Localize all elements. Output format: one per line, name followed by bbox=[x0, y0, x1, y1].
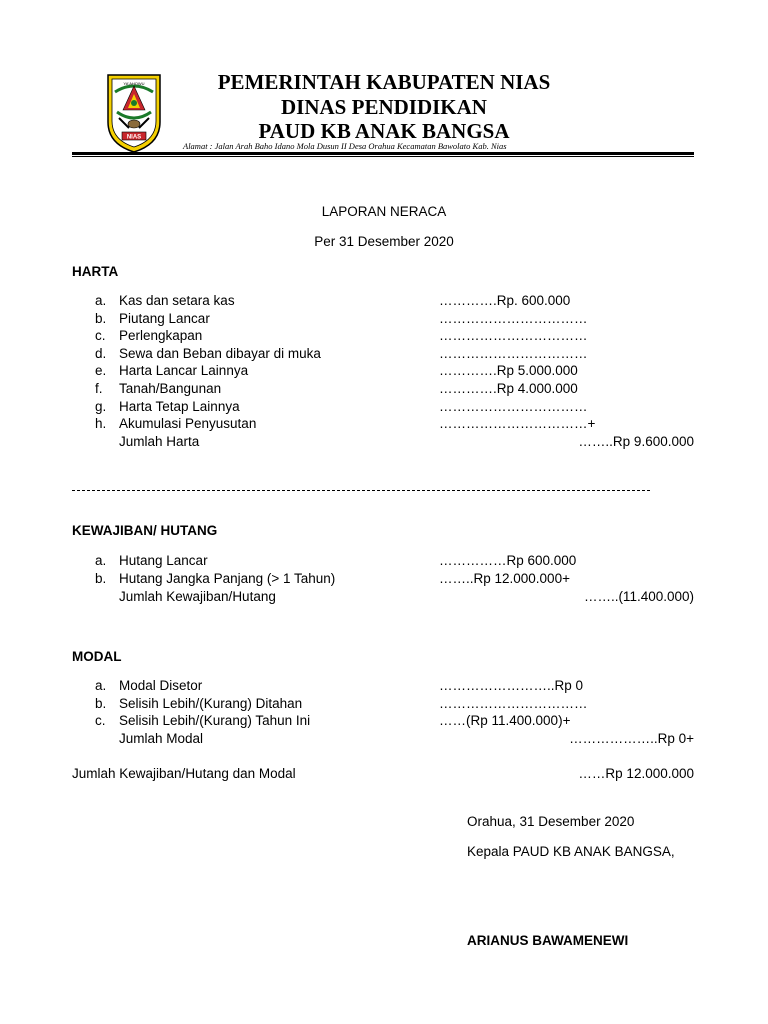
item-label: Harta Lancar Lainnya bbox=[119, 363, 249, 378]
total-value: ……..Rp 9.600.000 bbox=[578, 434, 694, 449]
item-marker: h. bbox=[95, 416, 107, 431]
item-value: ………….Rp 4.000.000 bbox=[439, 381, 578, 396]
item-label: Harta Tetap Lainnya bbox=[119, 399, 240, 414]
item-label: Hutang Jangka Panjang (> 1 Tahun) bbox=[119, 571, 336, 586]
item-label: Hutang Lancar bbox=[119, 553, 208, 568]
total-label: Jumlah Harta bbox=[119, 434, 200, 449]
item-label: Akumulasi Penyusutan bbox=[119, 416, 257, 431]
item-marker: b. bbox=[95, 311, 107, 326]
total-row bbox=[0, 434, 768, 452]
header-address: Alamat : Jalan Arah Baho Idano Mola Dusun II Desa Orahua Kecamatan Bawolato Kab. Nias bbox=[183, 141, 507, 151]
item-marker: c. bbox=[95, 328, 106, 343]
item-label: Selisih Lebih/(Kurang) Ditahan bbox=[119, 696, 303, 711]
grand-total-label: Jumlah Kewajiban/Hutang dan Modal bbox=[72, 766, 296, 781]
item-marker: a. bbox=[95, 553, 107, 568]
item-label: Kas dan setara kas bbox=[119, 293, 235, 308]
signature-place-date: Orahua, 31 Desember 2020 bbox=[467, 814, 635, 829]
section-heading-kewajiban: KEWAJIBAN/ HUTANG bbox=[72, 523, 218, 538]
header-line-2: DINAS PENDIDIKAN bbox=[281, 95, 487, 119]
list-item bbox=[0, 293, 768, 311]
list-item bbox=[0, 678, 768, 696]
header-rule-thick bbox=[72, 152, 694, 155]
report-date: Per 31 Desember 2020 bbox=[314, 234, 454, 249]
item-value: ……………………..Rp 0 bbox=[439, 678, 584, 693]
item-value: …………………………… bbox=[439, 311, 588, 326]
item-marker: b. bbox=[95, 571, 107, 586]
item-marker: a. bbox=[95, 678, 107, 693]
header-rule-thin bbox=[72, 156, 694, 157]
list-item bbox=[0, 399, 768, 417]
total-value: ……..(11.400.000) bbox=[583, 589, 694, 604]
section-divider bbox=[72, 490, 650, 491]
item-value: …………………………… bbox=[439, 696, 588, 711]
item-label: Tanah/Bangunan bbox=[119, 381, 222, 396]
list-item bbox=[0, 713, 768, 731]
list-item bbox=[0, 571, 768, 589]
grand-total-row bbox=[0, 766, 768, 784]
logo-text-bottom: NIAS bbox=[126, 134, 142, 141]
item-value: ……………………………+ bbox=[439, 416, 596, 431]
signature-role: Kepala PAUD KB ANAK BANGSA, bbox=[467, 844, 675, 859]
item-value: ………….Rp. 600.000 bbox=[439, 293, 571, 308]
total-value: ………………..Rp 0+ bbox=[569, 731, 694, 746]
item-marker: f. bbox=[95, 381, 103, 396]
item-marker: e. bbox=[95, 363, 107, 378]
total-label: Jumlah Kewajiban/Hutang bbox=[119, 589, 276, 604]
total-row bbox=[0, 731, 768, 749]
list-item bbox=[0, 346, 768, 364]
item-label: Selisih Lebih/(Kurang) Tahun Ini bbox=[119, 713, 311, 728]
report-title: LAPORAN NERACA bbox=[321, 204, 447, 219]
item-label: Sewa dan Beban dibayar di muka bbox=[119, 346, 321, 361]
signature-name: ARIANUS BAWAMENEWI bbox=[467, 933, 629, 948]
item-value: …………………………… bbox=[439, 399, 588, 414]
header-line-1: PEMERINTAH KABUPATEN NIAS bbox=[217, 70, 551, 94]
grand-total-value: ……Rp 12.000.000 bbox=[578, 766, 694, 781]
item-marker: a. bbox=[95, 293, 107, 308]
list-item bbox=[0, 328, 768, 346]
item-marker: c. bbox=[95, 713, 106, 728]
item-label: Modal Disetor bbox=[119, 678, 203, 693]
list-item bbox=[0, 311, 768, 329]
list-item bbox=[0, 553, 768, 571]
item-marker: g. bbox=[95, 399, 107, 414]
item-label: Piutang Lancar bbox=[119, 311, 210, 326]
item-value: …………………………… bbox=[439, 346, 588, 361]
item-label: Perlengkapan bbox=[119, 328, 203, 343]
section-heading-modal: MODAL bbox=[72, 649, 122, 664]
item-marker: d. bbox=[95, 346, 107, 361]
regency-emblem-logo bbox=[105, 72, 163, 154]
total-row bbox=[0, 589, 768, 607]
logo-text-top: YA'AHOWU bbox=[123, 81, 145, 86]
item-value: ……………Rp 600.000 bbox=[439, 553, 577, 568]
total-label: Jumlah Modal bbox=[119, 731, 204, 746]
section-heading-harta: HARTA bbox=[72, 264, 119, 279]
item-value: ……(Rp 11.400.000)+ bbox=[439, 713, 571, 728]
list-item bbox=[0, 696, 768, 714]
list-item bbox=[0, 381, 768, 399]
item-value: ……..Rp 12.000.000+ bbox=[439, 571, 570, 586]
item-value: ………….Rp 5.000.000 bbox=[439, 363, 578, 378]
list-item bbox=[0, 416, 768, 434]
list-item bbox=[0, 363, 768, 381]
item-value: …………………………… bbox=[439, 328, 588, 343]
header-line-3: PAUD KB ANAK BANGSA bbox=[258, 119, 510, 143]
item-marker: b. bbox=[95, 696, 107, 711]
